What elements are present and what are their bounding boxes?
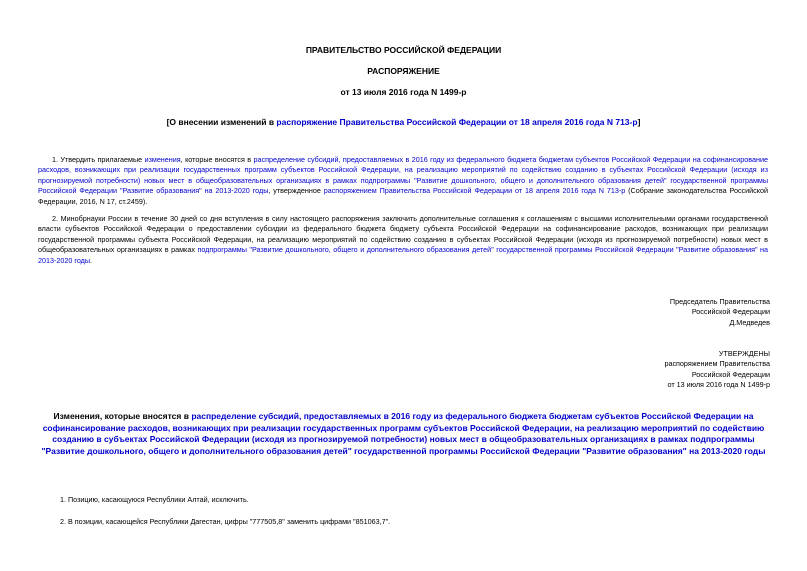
p1-text-4: (Собрание законодательства Российской Федерации, 2016, N 17, ст.2459). <box>38 186 768 206</box>
p1-text-2: , которые вносятся в <box>180 155 254 164</box>
p1-text-3: , утвержденное <box>268 186 324 196</box>
signature-block <box>670 297 770 328</box>
subject-link[interactable]: распоряжение Правительства Российской Федерации от 18 апреля 2016 года N 713-р <box>276 117 638 127</box>
changes-title-text: Изменения, которые вносятся в <box>53 411 192 421</box>
document-type: РАСПОРЯЖЕНИЕ <box>367 66 440 76</box>
p2-text-1: 2. Минобрнауки России в течение 30 дней со дня вступления в силу настоящего распоряжения заключить дополнительные соглашения к соглашениям с высшими исполнительными органами государственной власти субъектов Российской Федерации о предоставлении субсидии из федерального бюджета бюджету субъекта Российской Федерации на софинансирование расходов, возникающих при реализации государственной программы субъекта Российской Федерации, на реализацию мероприятий по содействию созданию в субъектах Российской Федерации (исходя из прогнозируемой потребности) новых мест в общеобразовательных организациях в рамках <box>38 214 768 255</box>
approval-title: УТВЕРЖДЕНЫ <box>718 349 770 358</box>
approval-block <box>664 349 770 391</box>
document-date-number: от 13 июля 2016 года N 1499-р <box>340 87 467 97</box>
signature-name: Д.Медведев <box>729 317 770 327</box>
paragraph-2 <box>38 214 768 266</box>
subject-close-text: ] <box>637 117 641 127</box>
p1-link-distribution[interactable]: распределение субсидий, предоставляемых в 2016 году из федерального бюджета бюджетам субъектов Российской Федерации на софинансирование расходов, возникающих при реализации государственных программ субъектов Российской Федерации, на реализацию мероприятий по содействию созданию в субъектах Российской Федерации (исходя из прогнозируемой потребности) новых мест в общеобразовательных организациях в рамках подпрограммы "Развитие дошкольного, общего и дополнительного образования детей" государственной программы Российской Федерации "Развитие образования" на 2013-2020 годы <box>38 155 768 196</box>
paragraph-1 <box>38 155 768 207</box>
changes-title <box>38 411 769 457</box>
changes-title-link[interactable]: распределение субсидий, предоставляемых в 2016 году из федерального бюджета бюджетам субъектов Российской Федерации на софинансирование расходов, возникающих при реализации государственных программ субъектов Российской Федерации, на реализацию мероприятий по содействию созданию в субъектах Российской Федерации (исходя из прогнозируемой потребности) новых мест в общеобразовательных организациях в рамках подпрограммы "Развитие дошкольного, общего и дополнительного образования детей" государственной программы Российской Федерации "Развитие образования" на 2013-2020 годы <box>41 411 766 456</box>
approval-line-4: от 13 июля 2016 года N 1499-р <box>667 380 770 390</box>
p2-text-2: . <box>90 255 93 265</box>
change-item-2: 2. В позиции, касающейся Республики Дагестан, цифры "777505,8" заменить цифрами "851063,7". <box>60 517 391 526</box>
document-subject <box>0 117 807 127</box>
government-title: ПРАВИТЕЛЬСТВО РОССИЙСКОЙ ФЕДЕРАЦИИ <box>305 45 502 55</box>
subject-open-text: [О внесении изменений в <box>166 117 277 127</box>
p2-link-subprogram[interactable]: подпрограммы "Развитие дошкольного, общего и дополнительного образования детей" государственной программы Российской Федерации "Развитие образования" на 2013-2020 годы <box>38 245 768 265</box>
approval-line-3: Российской Федерации <box>691 369 770 379</box>
change-item-1: 1. Позицию, касающуюся Республики Алтай, исключить. <box>60 495 249 504</box>
signature-org: Российской Федерации <box>691 307 770 317</box>
p1-link-order-713[interactable]: распоряжением Правительства Российской Федерации от 18 апреля 2016 года N 713-р <box>323 186 626 196</box>
p1-text-1: 1. Утвердить прилагаемые <box>52 155 145 164</box>
signature-position: Председатель Правительства <box>669 297 770 306</box>
approval-line-2: распоряжением Правительства <box>664 359 770 369</box>
p1-link-changes[interactable]: изменения <box>144 155 181 164</box>
